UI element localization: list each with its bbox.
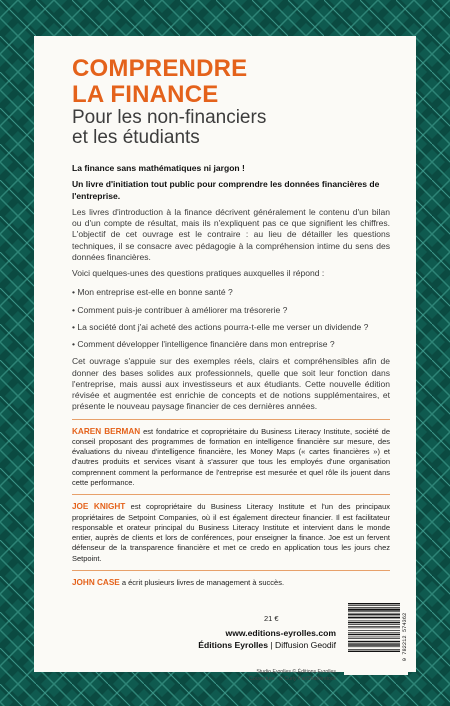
barcode-bars: [348, 603, 400, 652]
book-subtitle: [72, 108, 372, 148]
barcode-bar: [348, 617, 400, 618]
barcode-bar: [348, 616, 400, 617]
barcode-bar: [348, 641, 400, 642]
author-name: KAREN BERMAN: [72, 426, 141, 436]
price: 21 €: [264, 614, 279, 623]
author-text: est fondatrice et copropriétaire du Business Literacy Institute, société de conseil proposant des programmes de formation en intelligence financière sur mesure, des évaluations du niveau d'intelligence financière, les Money Maps (« cartes financières ») et d'autres produits et services visant à s'assurer que tous les employés d'une organisation comprennent comment la performance de l'entreprise est mesurée et quel rôle ils jouent dans cette performance.: [72, 426, 390, 487]
barcode-bar: [348, 651, 400, 652]
author-bio-knight: [72, 502, 390, 564]
author-bio-berman: [72, 427, 390, 489]
barcode-bar: [348, 626, 400, 627]
barcode-bar: [348, 637, 400, 638]
publisher-name: Éditions Eyrolles: [198, 640, 268, 650]
intro-paragraph: Les livres d'introduction à la finance décrivent généralement le contenu d'un bilan ou d'un compte de résultat, mais ils n'expliquent pas ce que signifient les chiffres. L'objectif de cet ouvrage est le contraire : au lieu de détailler les questions techniques, il se consacre avec pédagogie à la compréhension intime du sens des données financières.: [72, 206, 390, 262]
publisher-website: www.editions-eyrolles.com: [225, 628, 336, 638]
credit-cover: Couverture : © Curly Pat/Shutterstock: [249, 676, 336, 682]
barcode-bar: [348, 646, 400, 647]
question-item: • Comment puis-je contribuer à améliorer ma trésorerie ?: [72, 304, 288, 315]
lead-text: Un livre d'initiation tout public pour comprendre les données financières de l'entreprise.: [72, 179, 380, 201]
publisher-line: Éditions Eyrolles | Diffusion Geodif: [198, 640, 336, 650]
title-line-2: LA FINANCE: [72, 81, 219, 108]
book-title: [72, 56, 247, 108]
blurb: [72, 163, 390, 588]
divider: [72, 494, 390, 495]
author-name: JOE KNIGHT: [72, 502, 126, 512]
barcode-bar: [348, 624, 400, 625]
author-bio-case: [72, 578, 390, 588]
question-item: • Mon entreprise est-elle en bonne santé ?: [72, 287, 233, 298]
author-text: est copropriétaire du Business Literacy Institute et l'un des principaux propriétaires de Setpoint Companies, où il est également directeur financier. Il est facilitateur responsable et orateur principal du Business Literacy Institute et intervient dans le monde entier, auprès de clients et lors de conférences, pour enseigner la finance. Joe est un fervent défenseur de la transparence financière et met ce credo en application tous les jours chez Setpoint.: [72, 502, 390, 563]
barcode-bar: [348, 632, 400, 633]
barcode-bar: [348, 621, 400, 622]
question-item: • Comment développer l'intelligence financière dans mon entreprise ?: [72, 339, 335, 349]
barcode-bar: [348, 609, 400, 611]
barcode-bar: [348, 607, 400, 608]
credit-studio: Studio Eyrolles © Éditions Eyrolles: [256, 669, 336, 675]
author-text: a écrit plusieurs livres de management à succès.: [119, 578, 285, 588]
credits: [186, 669, 336, 683]
barcode-bar: [348, 611, 400, 612]
barcode: [344, 599, 408, 675]
imprint-name: Diffusion Geodif: [275, 640, 336, 650]
headline: La finance sans mathématiques ni jargon !: [72, 163, 245, 173]
back-cover-panel: [34, 36, 416, 682]
divider: [72, 419, 390, 420]
closing-paragraph: Cet ouvrage s'appuie sur des exemples réels, clairs et compréhensibles afin de donner des bases solides aux professionnels, quelle que soit leur fonction dans l'entreprise, mais aussi aux investisseurs et aux étudiants. Cette nouvelle édition révisée et augmentée est enrichie de concepts et de notions supplémentaires, et présente le nouveau paysage financier de ces dernières années.: [72, 356, 390, 412]
barcode-bar: [348, 644, 400, 645]
barcode-bar: [348, 649, 400, 650]
barcode-bar: [348, 634, 400, 635]
barcode-bar: [348, 643, 400, 644]
barcode-bar: [348, 622, 400, 623]
divider: [72, 570, 390, 571]
author-name: JOHN CASE: [72, 578, 120, 588]
questions-intro: Voici quelques-unes des questions pratiques auxquelles il répond :: [72, 268, 325, 278]
barcode-digits: 9 782212 574362: [402, 612, 408, 662]
subtitle-line-1: Pour les non-financiers: [72, 107, 267, 128]
barcode-bar: [348, 630, 400, 631]
barcode-bar: [348, 628, 400, 629]
barcode-bar: [348, 638, 400, 639]
question-item: • La société dont j'ai acheté des actions pourra-t-elle me verser un dividende ?: [72, 321, 369, 332]
barcode-bar: [348, 603, 400, 604]
subtitle-line-2: et les étudiants: [72, 127, 200, 148]
title-line-1: COMPRENDRE: [72, 55, 248, 82]
barcode-bar: [348, 605, 400, 606]
barcode-bar: [348, 614, 400, 615]
